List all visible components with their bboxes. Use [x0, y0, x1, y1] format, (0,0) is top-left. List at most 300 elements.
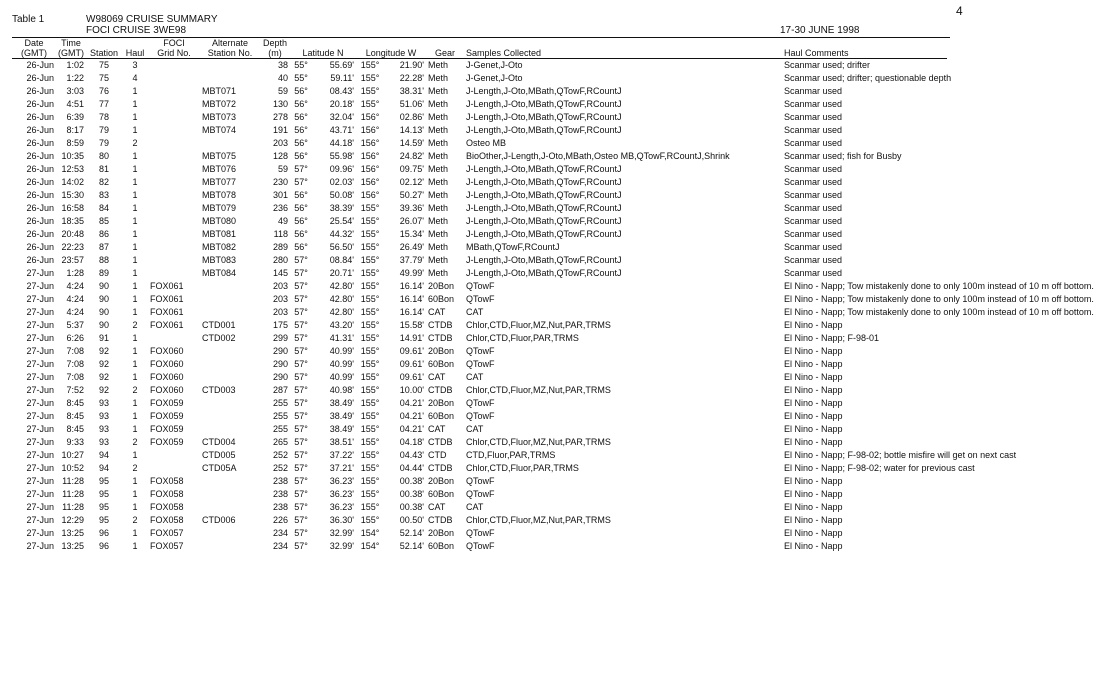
- cell-lon-deg: 154°: [360, 528, 380, 538]
- cell-lon-deg: 155°: [360, 502, 380, 512]
- col-time-line1: Time: [61, 38, 81, 48]
- cell-lat-deg: 55°: [294, 73, 308, 83]
- cell-samples: QTowF: [466, 294, 495, 304]
- cell-depth: 203: [272, 307, 288, 317]
- cell-comments: Scanmar used: [784, 125, 843, 135]
- cell-samples: Chlor,CTD,Fluor,MZ,Nut,PAR,TRMS: [466, 437, 611, 447]
- cell-gear: Meth: [428, 216, 449, 226]
- cell-depth: 278: [272, 112, 288, 122]
- cell-grid: FOX057: [150, 528, 184, 538]
- cell-gear: 20Bon: [428, 346, 455, 356]
- cell-grid: FOX058: [150, 515, 184, 525]
- cell-gear: CTDB: [428, 463, 453, 473]
- cell-haul: 1: [132, 372, 138, 382]
- cell-lat-min: 36.30': [329, 515, 354, 525]
- cell-alt-station: [200, 371, 260, 384]
- cell-lon-deg: 155°: [360, 268, 380, 278]
- cell-date: 27-Jun: [26, 541, 54, 551]
- cell-lon-deg: 155°: [360, 515, 380, 525]
- cell-station: 77: [98, 99, 109, 109]
- cell-alt-station: [200, 345, 260, 358]
- cell-lon-min: 09.75': [399, 164, 424, 174]
- cell-depth: 203: [272, 281, 288, 291]
- cell-gear: 60Bon: [428, 489, 455, 499]
- cell-grid: FOX058: [150, 489, 184, 499]
- cell-lon-min: 38.31': [399, 86, 424, 96]
- cell-time: 11:28: [62, 502, 84, 512]
- cell-lon-deg: 155°: [360, 385, 380, 395]
- cell-grid: FOX057: [150, 541, 184, 551]
- cell-date: 27-Jun: [26, 398, 54, 408]
- cell-date: 27-Jun: [26, 411, 54, 421]
- table-row: [12, 176, 947, 189]
- cell-gear: 60Bon: [428, 411, 455, 421]
- cell-station: 94: [98, 450, 109, 460]
- table-row: [12, 267, 947, 280]
- cell-samples: J-Length,J-Oto,MBath,QTowF,RCountJ: [466, 216, 622, 226]
- cell-haul: 1: [132, 229, 138, 239]
- cell-lon-deg: 156°: [360, 138, 380, 148]
- cell-lon-deg: 155°: [360, 346, 380, 356]
- cell-samples: MBath,QTowF,RCountJ: [466, 242, 560, 252]
- cell-lat-min: 38.49': [329, 424, 354, 434]
- cell-lon-deg: 155°: [360, 255, 380, 265]
- cell-lon-deg: 156°: [360, 164, 380, 174]
- cell-lon-deg: 156°: [360, 112, 380, 122]
- cell-lat-min: 38.51': [329, 437, 354, 447]
- cell-lon-deg: 155°: [360, 359, 380, 369]
- cell-time: 23:57: [61, 255, 84, 265]
- cell-gear: Meth: [428, 99, 449, 109]
- cell-grid: [148, 111, 200, 124]
- cell-lon-min: 24.82': [399, 151, 424, 161]
- cell-haul: 1: [132, 125, 138, 135]
- cell-lat-min: 36.23': [329, 502, 354, 512]
- cell-alt-station: [200, 527, 260, 540]
- cell-haul: 1: [132, 346, 138, 356]
- cell-gear: 60Bon: [428, 541, 455, 551]
- cell-grid: [148, 215, 200, 228]
- cell-time: 20:48: [61, 229, 84, 239]
- cell-lat-min: 43.71': [329, 125, 354, 135]
- cell-samples: Chlor,CTD,Fluor,PAR,TRMS: [466, 333, 579, 343]
- cell-lon-min: 37.79': [399, 255, 424, 265]
- cell-lat-min: 40.99': [329, 359, 354, 369]
- cell-alt-station: CTD002: [202, 333, 236, 343]
- cell-date: 27-Jun: [26, 372, 54, 382]
- cell-time: 7:08: [66, 359, 84, 369]
- col-depth-line1: Depth: [262, 38, 288, 48]
- cell-samples: Chlor,CTD,Fluor,MZ,Nut,PAR,TRMS: [466, 320, 611, 330]
- cell-time: 8:59: [66, 138, 84, 148]
- cell-lat-min: 44.18': [329, 138, 354, 148]
- cell-lon-deg: 155°: [360, 99, 380, 109]
- cell-gear: CAT: [428, 307, 446, 317]
- cell-gear: Meth: [428, 151, 449, 161]
- cell-gear: Meth: [428, 242, 449, 252]
- cell-comments: El Nino - Napp; Tow mistakenly done to only 100m instead of 10 m off bottom.: [784, 294, 1094, 304]
- cell-time: 3:03: [66, 86, 84, 96]
- cell-alt-station: [200, 540, 260, 553]
- cell-lon-min: 04.21': [399, 424, 424, 434]
- cell-comments: Scanmar used: [784, 138, 843, 148]
- cell-haul: 1: [132, 255, 138, 265]
- cell-gear: Meth: [428, 60, 449, 70]
- cell-lon-deg: 155°: [360, 60, 380, 70]
- cell-depth: 265: [272, 437, 288, 447]
- cell-lon-deg: 155°: [360, 398, 380, 408]
- cell-lat-min: 55.98': [329, 151, 354, 161]
- cell-lon-deg: 156°: [360, 190, 380, 200]
- cell-haul: 2: [132, 385, 138, 395]
- cell-samples: Chlor,CTD,Fluor,MZ,Nut,PAR,TRMS: [466, 385, 611, 395]
- cell-lat-deg: 57°: [294, 177, 308, 187]
- cell-lon-deg: 155°: [360, 281, 380, 291]
- cell-date: 26-Jun: [26, 242, 54, 252]
- table-row: [12, 163, 947, 176]
- table-label: Table 1: [12, 14, 45, 25]
- cell-comments: Scanmar used: [784, 112, 843, 122]
- cell-lon-deg: 155°: [360, 216, 380, 226]
- cell-lon-deg: 155°: [360, 476, 380, 486]
- cell-grid: FOX061: [150, 307, 184, 317]
- cell-alt-station: [200, 59, 260, 73]
- cell-samples: Chlor,CTD,Fluor,PAR,TRMS: [466, 463, 579, 473]
- cell-comments: Scanmar used: [784, 268, 843, 278]
- cell-comments: Scanmar used: [784, 229, 843, 239]
- cell-gear: Meth: [428, 190, 449, 200]
- cell-station: 85: [98, 216, 109, 226]
- cell-station: 79: [98, 125, 109, 135]
- cell-gear: Meth: [428, 125, 449, 135]
- cell-time: 8:17: [66, 125, 84, 135]
- cell-alt-station: [200, 280, 260, 293]
- cell-lon-min: 51.06': [399, 99, 424, 109]
- cell-date: 26-Jun: [26, 125, 54, 135]
- cell-gear: CTDB: [428, 515, 453, 525]
- cell-haul: 1: [132, 242, 138, 252]
- cell-station: 83: [98, 190, 109, 200]
- cell-samples: CTD,Fluor,PAR,TRMS: [466, 450, 556, 460]
- cell-station: 88: [98, 255, 109, 265]
- cell-grid: [148, 449, 200, 462]
- cell-lat-deg: 57°: [294, 307, 308, 317]
- cell-station: 95: [98, 489, 109, 499]
- cell-time: 11:28: [62, 476, 84, 486]
- cell-alt-station: [200, 475, 260, 488]
- cell-lat-deg: 57°: [294, 476, 308, 486]
- cell-haul: 1: [132, 164, 138, 174]
- table-row: [12, 124, 947, 137]
- cell-comments: Scanmar used: [784, 86, 843, 96]
- cell-lat-min: 20.18': [329, 99, 354, 109]
- date-range: 17-30 JUNE 1998: [780, 25, 860, 36]
- cell-lat-min: 56.50': [329, 242, 354, 252]
- cell-lat-deg: 57°: [294, 411, 308, 421]
- cell-lat-min: 40.99': [329, 372, 354, 382]
- table-header: [12, 38, 947, 59]
- cell-comments: El Nino - Napp; Tow mistakenly done to only 100m instead of 10 m off bottom.: [784, 307, 1094, 317]
- cell-date: 27-Jun: [26, 463, 54, 473]
- cell-gear: Meth: [428, 229, 449, 239]
- cell-time: 10:27: [61, 450, 84, 460]
- cell-grid: [148, 137, 200, 150]
- cell-haul: 2: [132, 463, 138, 473]
- cell-lat-deg: 57°: [294, 541, 308, 551]
- cell-station: 75: [98, 60, 109, 70]
- cell-comments: El Nino - Napp: [784, 437, 843, 447]
- cell-time: 13:25: [61, 528, 84, 538]
- cell-lon-deg: 155°: [360, 450, 380, 460]
- cell-gear: Meth: [428, 164, 449, 174]
- cell-samples: CAT: [466, 424, 484, 434]
- cell-gear: CAT: [428, 502, 446, 512]
- cell-lon-min: 04.21': [399, 398, 424, 408]
- table-row: [12, 202, 947, 215]
- cell-lon-min: 00.38': [399, 476, 424, 486]
- cell-lat-deg: 56°: [294, 190, 308, 200]
- cell-gear: CAT: [428, 424, 446, 434]
- col-date-line1: Date: [24, 38, 44, 48]
- cell-lat-deg: 57°: [294, 450, 308, 460]
- cell-date: 27-Jun: [26, 333, 54, 343]
- cell-time: 12:53: [61, 164, 84, 174]
- table-row: [12, 475, 947, 488]
- cell-lon-deg: 155°: [360, 411, 380, 421]
- cell-lat-deg: 57°: [294, 333, 308, 343]
- cell-samples: QTowF: [466, 489, 495, 499]
- cell-lat-deg: 57°: [294, 385, 308, 395]
- document-title: W98069 CRUISE SUMMARY: [86, 14, 218, 25]
- cell-lon-min: 10.00': [399, 385, 424, 395]
- cell-lon-min: 09.61': [399, 359, 424, 369]
- cell-lat-min: 36.23': [329, 489, 354, 499]
- cell-station: 91: [98, 333, 109, 343]
- cell-lat-deg: 56°: [294, 203, 308, 213]
- cell-station: 93: [98, 398, 109, 408]
- cell-grid: [148, 462, 200, 475]
- cell-lat-min: 44.32': [329, 229, 354, 239]
- cell-lon-min: 15.58': [399, 320, 424, 330]
- col-depth-line2: (m): [268, 48, 282, 58]
- cell-time: 16:58: [61, 203, 84, 213]
- cell-depth: 230: [272, 177, 288, 187]
- cell-comments: Scanmar used: [784, 216, 843, 226]
- cell-depth: 49: [277, 216, 288, 226]
- col-haul-line2: Haul: [125, 48, 145, 58]
- cell-lon-deg: 155°: [360, 437, 380, 447]
- cell-haul: 3: [132, 60, 138, 70]
- cell-lat-deg: 57°: [294, 320, 308, 330]
- cell-comments: Scanmar used; drifter; questionable depth: [784, 73, 952, 83]
- cell-time: 18:35: [61, 216, 84, 226]
- cell-gear: 60Bon: [428, 294, 455, 304]
- cell-date: 27-Jun: [26, 528, 54, 538]
- table-row: [12, 449, 947, 462]
- cell-depth: 59: [277, 86, 288, 96]
- cell-time: 10:35: [61, 151, 84, 161]
- cell-gear: Meth: [428, 203, 449, 213]
- cell-lat-min: 42.80': [329, 307, 354, 317]
- cell-station: 95: [98, 515, 109, 525]
- col-haul-line1: [122, 38, 148, 48]
- cell-comments: El Nino - Napp: [784, 515, 843, 525]
- cell-station: 96: [98, 541, 109, 551]
- cell-date: 27-Jun: [26, 437, 54, 447]
- cell-lat-deg: 57°: [294, 372, 308, 382]
- cell-comments: Scanmar used: [784, 203, 843, 213]
- table-row: [12, 293, 947, 306]
- cell-alt-station: MBT081: [202, 229, 237, 239]
- cell-date: 27-Jun: [26, 489, 54, 499]
- cell-lat-min: 40.99': [329, 346, 354, 356]
- cell-lat-deg: 57°: [294, 268, 308, 278]
- cell-lat-min: 25.54': [329, 216, 354, 226]
- cell-lat-deg: 56°: [294, 229, 308, 239]
- cell-lat-min: 38.49': [329, 398, 354, 408]
- cell-lat-min: 32.99': [329, 541, 354, 551]
- cell-time: 9:33: [66, 437, 84, 447]
- cell-gear: 20Bon: [428, 281, 455, 291]
- cell-grid: FOX059: [150, 411, 184, 421]
- cell-samples: J-Length,J-Oto,MBath,QTowF,RCountJ: [466, 203, 622, 213]
- cell-samples: J-Length,J-Oto,MBath,QTowF,RCountJ: [466, 268, 622, 278]
- cell-alt-station: CTD003: [202, 385, 236, 395]
- cell-alt-station: [200, 410, 260, 423]
- cell-haul: 1: [132, 99, 138, 109]
- cell-lon-deg: 155°: [360, 424, 380, 434]
- table-row: [12, 501, 947, 514]
- cell-grid: FOX061: [150, 294, 184, 304]
- cell-lon-min: 49.99': [399, 268, 424, 278]
- table-row: [12, 59, 947, 73]
- cell-haul: 2: [132, 515, 138, 525]
- cruise-summary-table: [12, 38, 1094, 553]
- cell-haul: 1: [132, 281, 138, 291]
- cell-date: 26-Jun: [26, 229, 54, 239]
- cell-lat-deg: 56°: [294, 112, 308, 122]
- cell-lon-deg: 155°: [360, 294, 380, 304]
- table-row: [12, 514, 947, 527]
- cell-lon-min: 09.61': [399, 372, 424, 382]
- cell-alt-station: MBT084: [202, 268, 237, 278]
- cell-samples: J-Length,J-Oto,MBath,QTowF,RCountJ: [466, 86, 622, 96]
- cell-station: 90: [98, 294, 109, 304]
- table-row: [12, 137, 947, 150]
- cell-lat-min: 32.04': [329, 112, 354, 122]
- table-row: [12, 527, 947, 540]
- table-row: [12, 488, 947, 501]
- cell-time: 8:45: [66, 411, 84, 421]
- cell-haul: 2: [132, 437, 138, 447]
- cell-lon-min: 14.59': [399, 138, 424, 148]
- cell-lon-deg: 155°: [360, 229, 380, 239]
- cell-lon-min: 50.27': [399, 190, 424, 200]
- cell-samples: QTowF: [466, 398, 495, 408]
- cell-lon-min: 04.21': [399, 411, 424, 421]
- cell-samples: J-Length,J-Oto,MBath,QTowF,RCountJ: [466, 112, 622, 122]
- cell-gear: Meth: [428, 112, 449, 122]
- cell-gear: Meth: [428, 138, 449, 148]
- cell-lat-deg: 57°: [294, 255, 308, 265]
- cell-gear: CAT: [428, 372, 446, 382]
- cell-depth: 289: [272, 242, 288, 252]
- cell-station: 92: [98, 359, 109, 369]
- cell-gear: 20Bon: [428, 476, 455, 486]
- cell-comments: El Nino - Napp; F-98-02; water for previous cast: [784, 463, 975, 473]
- table-row: [12, 345, 947, 358]
- cell-haul: 1: [132, 476, 138, 486]
- cell-lon-min: 16.14': [399, 281, 424, 291]
- cell-lon-min: 22.28': [399, 73, 424, 83]
- cell-station: 93: [98, 411, 109, 421]
- cell-lon-min: 04.44': [399, 463, 424, 473]
- cell-lon-deg: 156°: [360, 151, 380, 161]
- cell-lon-min: 16.14': [399, 307, 424, 317]
- cell-time: 7:08: [66, 372, 84, 382]
- table-row: [12, 423, 947, 436]
- cell-date: 27-Jun: [26, 320, 54, 330]
- col-longitude: Longitude W: [365, 48, 417, 58]
- cell-haul: 1: [132, 411, 138, 421]
- cell-station: 96: [98, 528, 109, 538]
- cell-haul: 1: [132, 216, 138, 226]
- cell-lat-min: 59.11': [330, 73, 354, 83]
- cell-station: 76: [98, 86, 109, 96]
- table-row: [12, 280, 947, 293]
- cell-comments: El Nino - Napp: [784, 372, 843, 382]
- cell-comments: El Nino - Napp: [784, 541, 843, 551]
- cell-lat-deg: 57°: [294, 515, 308, 525]
- cell-date: 26-Jun: [26, 203, 54, 213]
- cell-date: 26-Jun: [26, 177, 54, 187]
- cell-grid: [148, 176, 200, 189]
- cell-haul: 1: [132, 502, 138, 512]
- cell-time: 8:45: [66, 398, 84, 408]
- col-date-line2: (GMT): [21, 48, 47, 58]
- cell-alt-station: [200, 488, 260, 501]
- cell-samples: QTowF: [466, 541, 495, 551]
- cell-lat-deg: 57°: [294, 463, 308, 473]
- table-row: [12, 384, 947, 397]
- cell-depth: 301: [272, 190, 288, 200]
- cell-date: 27-Jun: [26, 450, 54, 460]
- cell-depth: 290: [272, 359, 288, 369]
- cell-samples: QTowF: [466, 359, 495, 369]
- cell-lon-min: 21.90': [399, 60, 424, 70]
- cell-haul: 2: [132, 138, 138, 148]
- cell-samples: J-Length,J-Oto,MBath,QTowF,RCountJ: [466, 125, 622, 135]
- cell-comments: El Nino - Napp: [784, 385, 843, 395]
- cell-lat-deg: 55°: [294, 60, 308, 70]
- cell-lon-min: 02.12': [399, 177, 424, 187]
- cell-depth: 238: [272, 489, 288, 499]
- cell-lat-deg: 56°: [294, 86, 308, 96]
- cell-station: 90: [98, 281, 109, 291]
- cell-lon-min: 00.38': [399, 489, 424, 499]
- cell-depth: 234: [272, 528, 288, 538]
- cell-lon-min: 04.43': [399, 450, 424, 460]
- col-station-line2: Station: [89, 48, 119, 58]
- cell-alt-station: MBT074: [202, 125, 237, 135]
- table-row: [12, 306, 947, 319]
- cell-grid: FOX059: [150, 424, 184, 434]
- cell-time: 14:02: [61, 177, 84, 187]
- cell-haul: 1: [132, 424, 138, 434]
- cell-alt-station: [200, 72, 260, 85]
- table-row: [12, 462, 947, 475]
- cell-date: 27-Jun: [26, 502, 54, 512]
